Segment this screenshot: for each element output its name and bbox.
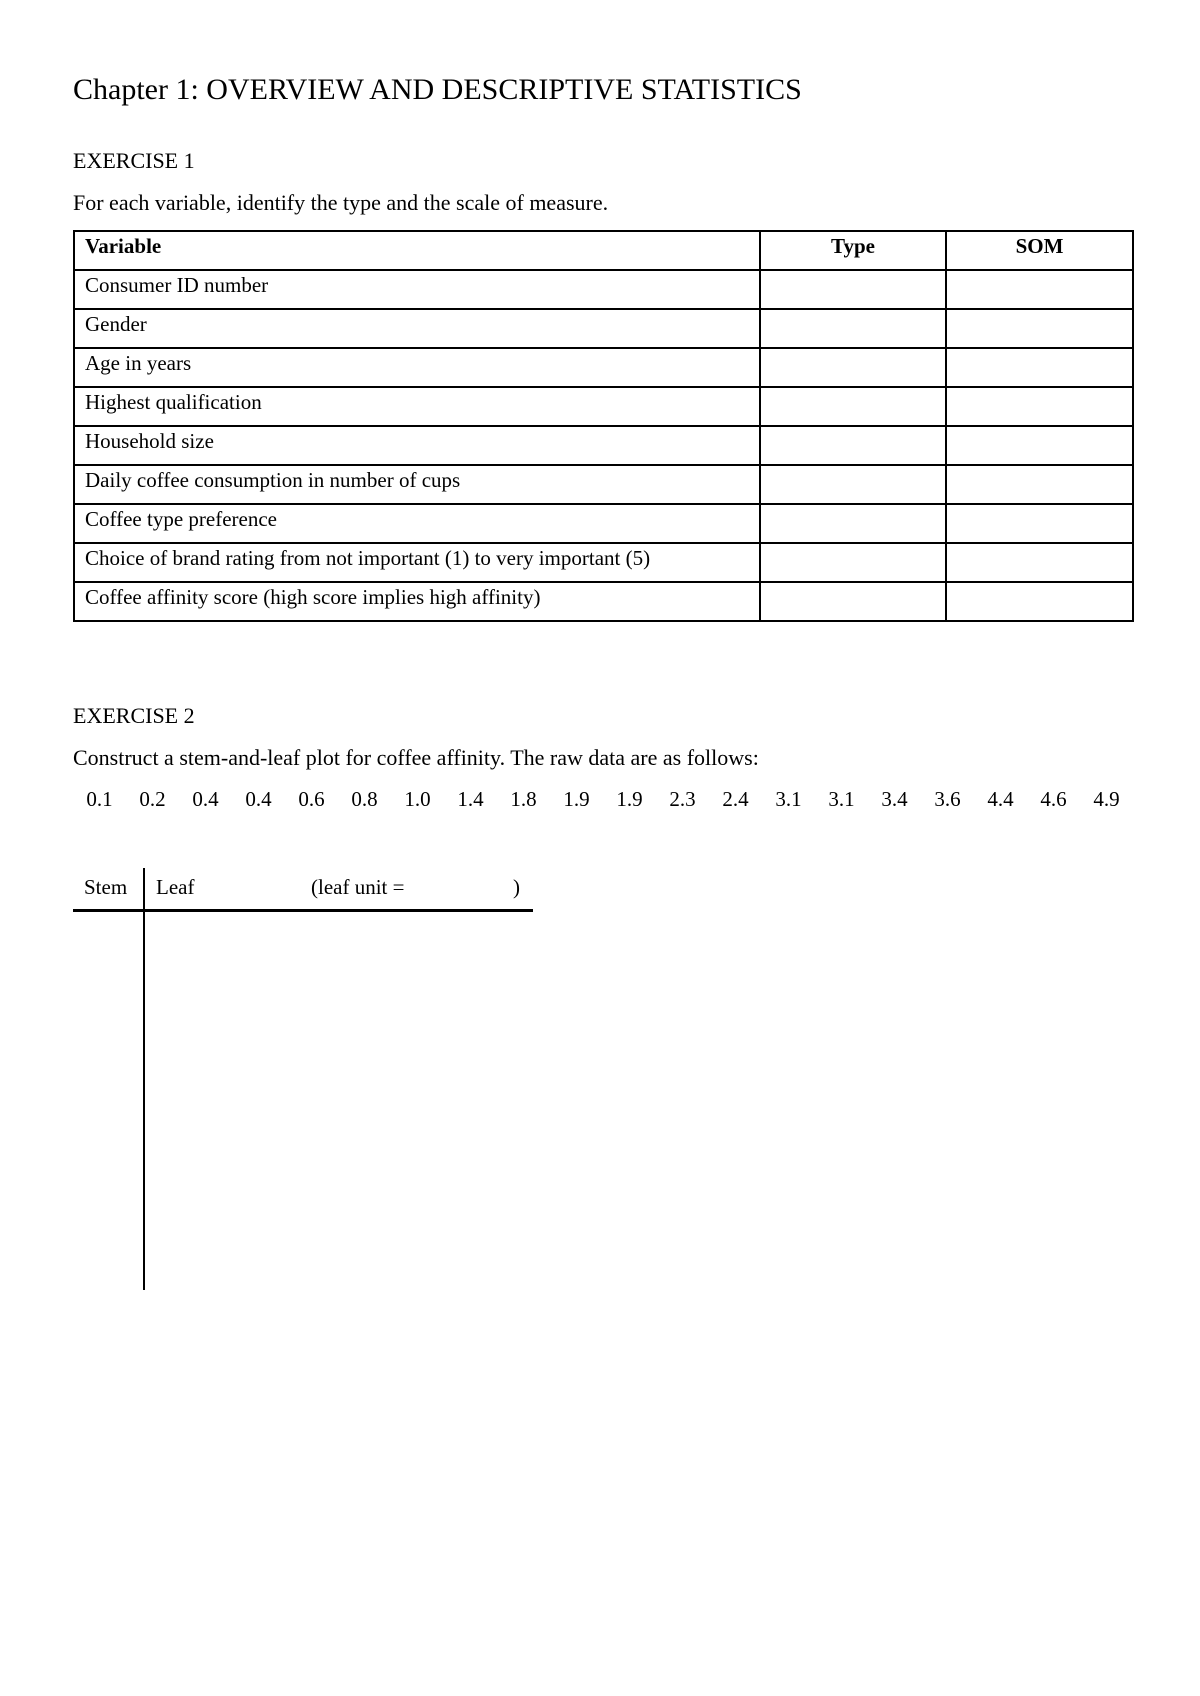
som-answer-cell[interactable] [946, 543, 1133, 582]
som-answer-cell[interactable] [946, 348, 1133, 387]
exercise-2-instruction: Construct a stem-and-leaf plot for coffee affinity. The raw data are as follows: [73, 745, 759, 770]
variable-cell: Choice of brand rating from not important (1) to very important (5) [74, 543, 760, 582]
raw-data-value: 4.6 [1040, 787, 1067, 811]
column-header-type: Type [760, 231, 946, 270]
raw-data-value: 3.1 [828, 787, 855, 811]
table-row [74, 543, 1133, 582]
exercise-1-heading: EXERCISE 1 [73, 148, 195, 173]
table-header-row [74, 231, 1133, 270]
som-answer-cell[interactable] [946, 387, 1133, 426]
type-answer-cell[interactable] [760, 543, 946, 582]
raw-data-value: 1.8 [510, 787, 537, 811]
table-row [74, 582, 1133, 621]
variable-cell: Gender [74, 309, 760, 348]
raw-data-value: 3.6 [934, 787, 961, 811]
table-row [74, 348, 1133, 387]
som-answer-cell[interactable] [946, 582, 1133, 621]
table-row [74, 309, 1133, 348]
exercise-2-heading: EXERCISE 2 [73, 703, 195, 728]
som-answer-cell[interactable] [946, 270, 1133, 309]
variable-cell: Consumer ID number [74, 270, 760, 309]
som-answer-cell[interactable] [946, 426, 1133, 465]
som-answer-cell[interactable] [946, 504, 1133, 543]
raw-data-value: 0.6 [298, 787, 325, 811]
raw-data-value: 1.4 [457, 787, 484, 811]
variable-cell: Household size [74, 426, 760, 465]
type-answer-cell[interactable] [760, 504, 946, 543]
type-answer-cell[interactable] [760, 465, 946, 504]
raw-data-value: 1.9 [616, 787, 643, 811]
raw-data-value: 1.9 [563, 787, 590, 811]
table-row [74, 270, 1133, 309]
table-row [74, 426, 1133, 465]
column-header-variable: Variable [74, 231, 760, 270]
type-answer-cell[interactable] [760, 582, 946, 621]
variable-cell: Age in years [74, 348, 760, 387]
type-answer-cell[interactable] [760, 270, 946, 309]
som-answer-cell[interactable] [946, 465, 1133, 504]
variable-cell: Coffee affinity score (high score implies high affinity) [74, 582, 760, 621]
table-row [74, 504, 1133, 543]
plot-header-divider [73, 909, 533, 912]
raw-data-value: 3.4 [881, 787, 908, 811]
type-answer-cell[interactable] [760, 426, 946, 465]
exercise-1-instruction: For each variable, identify the type and the scale of measure. [73, 190, 609, 215]
variable-cell: Coffee type preference [74, 504, 760, 543]
raw-data-value: 1.0 [404, 787, 431, 811]
stem-leaf-divider [143, 868, 145, 1290]
raw-data-value: 4.4 [987, 787, 1014, 811]
page-title: Chapter 1: OVERVIEW AND DESCRIPTIVE STATISTICS [73, 73, 802, 106]
raw-data-value: 2.4 [722, 787, 749, 811]
variable-cell: Daily coffee consumption in number of cups [74, 465, 760, 504]
som-answer-cell[interactable] [946, 309, 1133, 348]
raw-data-value: 0.4 [192, 787, 219, 811]
raw-data-value: 0.4 [245, 787, 272, 811]
raw-data-list [73, 785, 1133, 813]
raw-data-value: 0.8 [351, 787, 378, 811]
raw-data-value: 0.2 [139, 787, 166, 811]
type-answer-cell[interactable] [760, 309, 946, 348]
raw-data-value: 3.1 [775, 787, 802, 811]
variable-cell: Highest qualification [74, 387, 760, 426]
type-answer-cell[interactable] [760, 348, 946, 387]
variable-table [73, 230, 1134, 622]
leaf-column-label: Leaf [156, 875, 195, 899]
column-header-som: SOM [946, 231, 1133, 270]
raw-data-value: 2.3 [669, 787, 696, 811]
raw-data-value: 4.9 [1093, 787, 1120, 811]
leaf-unit-label: (leaf unit = [311, 875, 405, 899]
leaf-unit-answer-blank[interactable] [430, 873, 500, 901]
stem-leaf-answer-area[interactable] [146, 914, 746, 1290]
type-answer-cell[interactable] [760, 387, 946, 426]
table-row [74, 465, 1133, 504]
leaf-unit-close-paren: ) [513, 875, 520, 899]
raw-data-value: 0.1 [86, 787, 113, 811]
table-row [74, 387, 1133, 426]
stem-column-label: Stem [84, 875, 128, 899]
